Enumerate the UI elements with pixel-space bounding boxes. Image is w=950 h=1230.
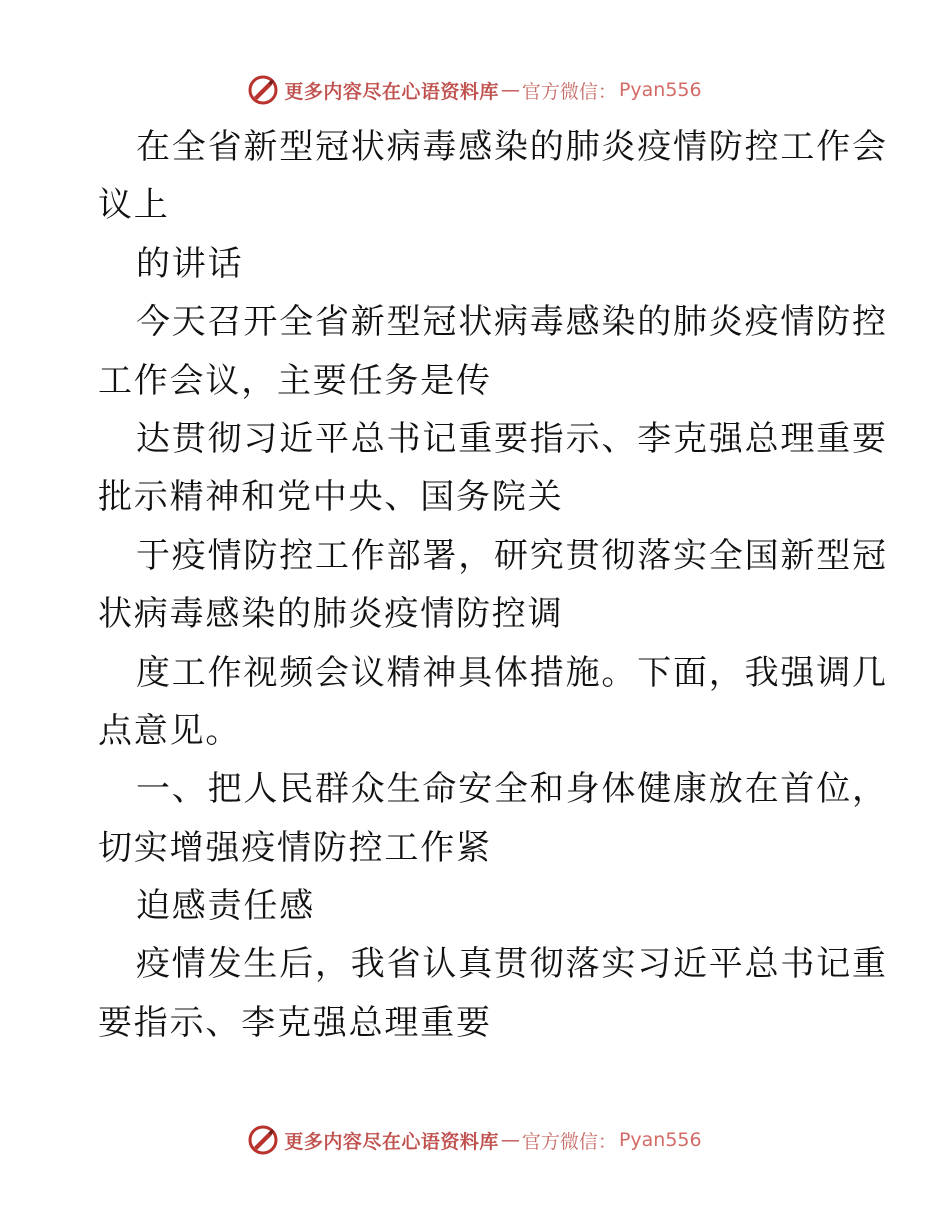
text-line: 工作会议，主要任务是传: [98, 360, 492, 401]
text-line: 议上: [98, 185, 170, 226]
text-line: 的讲话: [136, 243, 244, 284]
text-line: 状病毒感染的肺炎疫情防控调: [98, 594, 564, 635]
text-line: 今天召开全省新型冠状病毒感染的肺炎疫情防控: [136, 302, 888, 343]
text-line: 切实增强疫情防控工作紧: [98, 827, 492, 868]
text-line: 迫感责任感: [136, 886, 315, 927]
text-line: 批示精神和党中央、国务院关: [98, 477, 564, 518]
watermark-dash: —: [500, 79, 520, 101]
watermark-wechat-label: 官方微信：: [521, 1130, 617, 1153]
text-line: 一、把人民群众生命安全和身体健康放在首位，: [136, 769, 888, 810]
watermark-site-name: 更多内容尽在心语资料库: [284, 1130, 499, 1153]
watermark-dash: —: [500, 1129, 520, 1151]
text-line: 在全省新型冠状病毒感染的肺炎疫情防控工作会: [136, 127, 888, 167]
document-body: [98, 118, 888, 1052]
text-line: 达贯彻习近平总书记重要指示、李克强总理重要: [136, 418, 888, 459]
pen-logo-icon: [248, 75, 278, 105]
text-line: 要指示、李克强总理重要: [98, 1002, 492, 1043]
watermark-wechat-id: Pyan556: [618, 79, 702, 101]
text-line: 点意见。: [98, 710, 242, 751]
text-line: 于疫情防控工作部署，研究贯彻落实全国新型冠: [136, 535, 888, 576]
watermark-wechat-label: 官方微信：: [521, 80, 617, 103]
text-line: 度工作视频会议精神具体措施。下面，我强调几: [136, 652, 888, 693]
watermark-wechat-id: Pyan556: [618, 1129, 702, 1151]
footer-watermark: [0, 1120, 950, 1160]
text-line: 疫情发生后，我省认真贯彻落实习近平总书记重: [136, 944, 888, 985]
pen-logo-icon: [248, 1125, 278, 1155]
watermark-site-name: 更多内容尽在心语资料库: [284, 80, 499, 103]
header-watermark: [0, 70, 950, 110]
